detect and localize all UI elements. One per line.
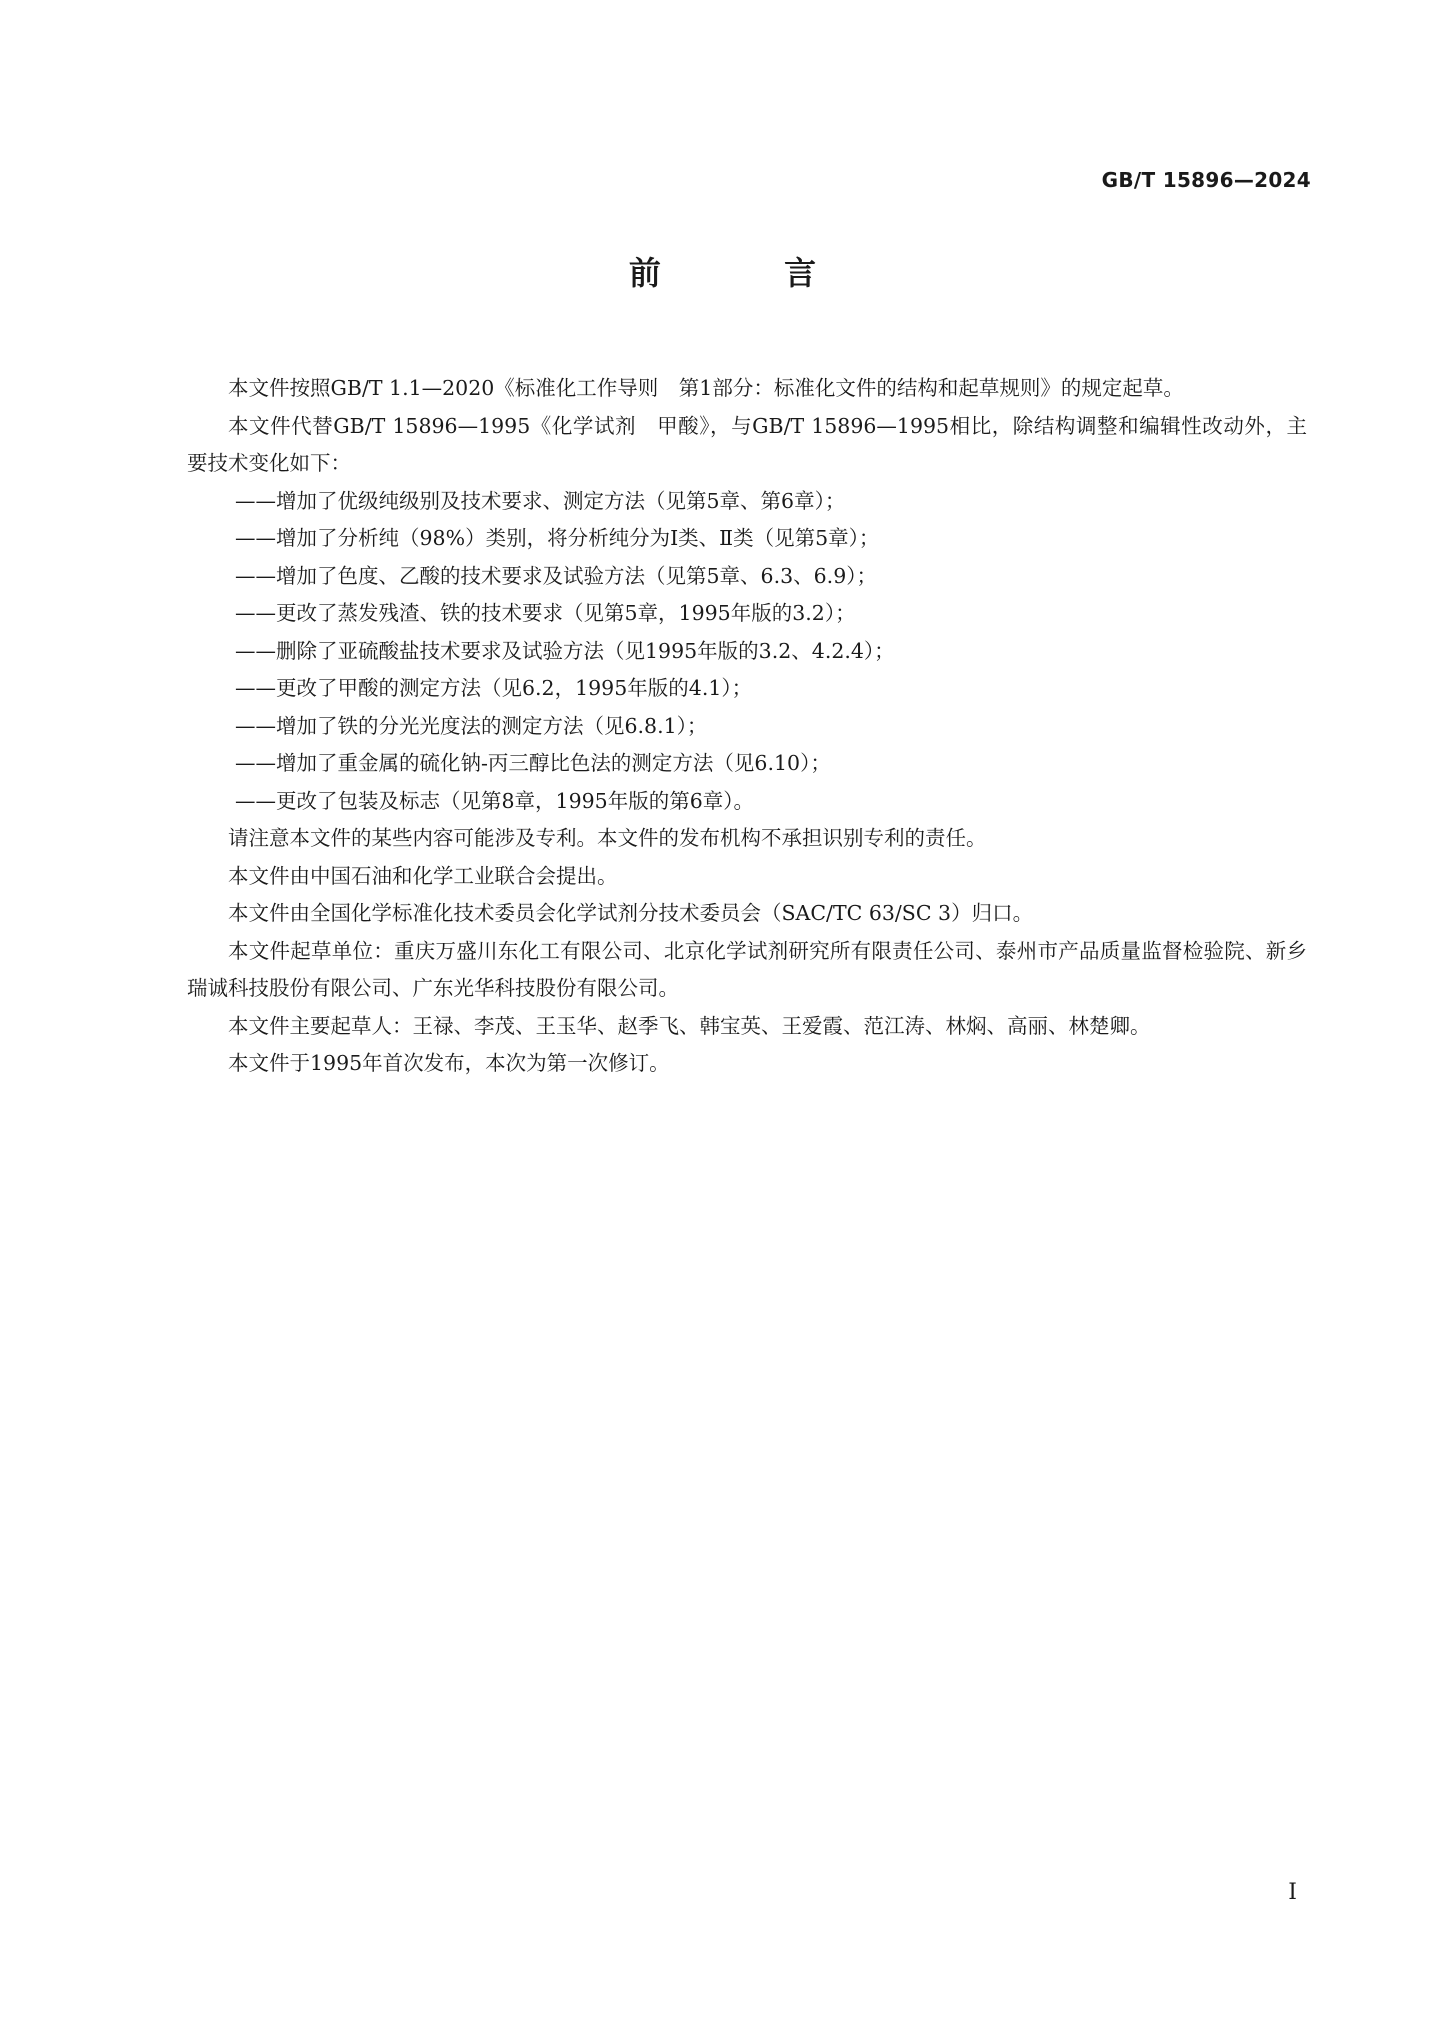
list-item: ——更改了甲酸的测定方法（见6.2，1995年版的4.1）； bbox=[235, 676, 753, 700]
list-item: ——增加了铁的分光光度法的测定方法（见6.8.1）； bbox=[235, 713, 708, 738]
list-item: ——增加了色度、乙酸的技术要求及试验方法（见第5章、6.3、6.9）； bbox=[235, 563, 877, 588]
paragraph-patent-notice: 请注意本文件的某些内容可能涉及专利。本文件的发布机构不承担识别专利的责任。 bbox=[228, 826, 987, 850]
paragraph-drafting-units: 本文件起草单位：重庆万盛川东化工有限公司、北京化学试剂研究所有限责任公司、泰州市产品质量监督检验院、新乡瑞诚科技股份有限公司、广东光华科技股份有限公司。 bbox=[187, 938, 1307, 1000]
list-item: ——增加了重金属的硫化钠-丙三醇比色法的测定方法（见6.10）； bbox=[235, 751, 831, 775]
paragraph-history: 本文件于1995年首次发布，本次为第一次修订。 bbox=[228, 1051, 670, 1075]
paragraph-drafters: 本文件主要起草人：王禄、李茂、王玉华、赵季飞、韩宝英、王爱霞、范江涛、林焖、高丽、林楚卿。 bbox=[228, 1013, 1151, 1038]
document-body bbox=[187, 370, 1307, 1083]
list-item: ——更改了包装及标志（见第8章，1995年版的第6章）。 bbox=[235, 788, 755, 813]
list-item: ——更改了蒸发残渣、铁的技术要求（见第5章，1995年版的3.2）； bbox=[235, 601, 856, 625]
list-item: ——删除了亚硫酸盐技术要求及试验方法（见1995年版的3.2、4.2.4）； bbox=[235, 638, 895, 663]
page-title: 前 言 bbox=[628, 254, 873, 292]
paragraph-responsible-committee: 本文件由全国化学标准化技术委员会化学试剂分技术委员会（SAC/TC 63/SC 3）归口。 bbox=[228, 901, 1034, 925]
list-item: ——增加了优级纯级别及技术要求、测定方法（见第5章、第6章）； bbox=[235, 488, 846, 513]
list-item: ——增加了分析纯（98%）类别，将分析纯分为Ⅰ类、Ⅱ类（见第5章）； bbox=[235, 526, 880, 550]
paragraph-proposer: 本文件由中国石油和化学工业联合会提出。 bbox=[228, 863, 618, 888]
change-list bbox=[187, 483, 1307, 821]
page-number: Ⅰ bbox=[1288, 1880, 1297, 1905]
paragraph-drafting-rules: 本文件按照GB/T 1.1—2020《标准化工作导则 第1部分：标准化文件的结构和起草规则》的规定起草。 bbox=[228, 376, 1184, 400]
paragraph-replacement: 本文件代替GB/T 15896—1995《化学试剂 甲酸》，与GB/T 15896—1995相比，除结构调整和编辑性改动外，主要技术变化如下： bbox=[187, 413, 1307, 475]
standard-code: GB/T 15896—2024 bbox=[1101, 168, 1311, 192]
